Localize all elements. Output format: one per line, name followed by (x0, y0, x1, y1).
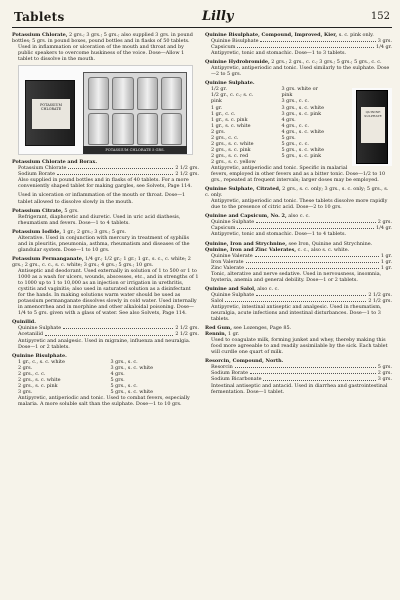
ingredient-name: Potassium Chlorate (18, 165, 67, 172)
leader-dots (256, 219, 376, 223)
ingredient-amount: 1 gr. (380, 264, 392, 271)
entry-description: Antipyretic, antiperiodic and tonic. Used similarly to the sulphate. Dose—2 to 5 grs. (211, 65, 390, 78)
strength-item: 1/2 gr. (211, 86, 227, 93)
entry-title: Quinine and Salol, (205, 285, 256, 292)
strength-item: 5 grs. (281, 134, 296, 141)
ingredient-amount: 5 grs. (377, 364, 392, 371)
bottle (137, 113, 158, 146)
entry-title: Potassium Chlorate, (12, 32, 68, 38)
ingredient-amount: 1/4 gr. (376, 44, 392, 51)
ingredient-name: Quinine Sulphate (18, 325, 62, 332)
strength-item: 3 grs. white or (281, 86, 318, 93)
ingredient-amount: 2 grs. (377, 219, 392, 226)
entry-title: Rennin, (205, 331, 227, 338)
strength-item: 4 grs., c. c. (281, 122, 309, 129)
leader-dots (235, 364, 376, 368)
left-column (12, 32, 199, 410)
strength-item: 2 grs., s. c. yellow (211, 158, 256, 165)
leader-dots (263, 376, 375, 380)
ingredient-name: Sodium Borate (18, 171, 55, 178)
entry-heading (12, 256, 199, 268)
strength-item: 2 grs., s. c. white (211, 140, 254, 147)
strength-item: 3 grs., s. c. white (281, 104, 325, 111)
strength-item: 3 grs., s. c. pink (281, 110, 322, 117)
entry-title: Quinine Sulphate. (205, 80, 255, 87)
strength-list (12, 359, 199, 395)
strength-item: 1 gr., c., s. c. white (18, 358, 65, 365)
entry-description: Antipyretic, antiperiodic and tonic. These tablets dissolve more rapidly due to the presence of citric acid. Dose—2 to 10 grs. (211, 198, 388, 211)
leader-dots (68, 165, 173, 169)
entry-description: Also supplied in pound bottles and in flasks of 40 tablets. For a more conveniently shaped tablet for making gargles, see Solvets, Page 114. (18, 177, 192, 190)
entry-description: Refrigerant, diaphoretic and diuretic. Used in uric acid diathesis, rheumatism and fevers. Dose—1 to 4 tablets. (18, 213, 181, 226)
bottle (137, 77, 158, 110)
entry-forms: also c. c. (255, 285, 279, 292)
entry-title: Quinine and Capsicum, No. 2, (205, 213, 287, 220)
entry-heading (12, 32, 199, 44)
leader-dots (250, 370, 376, 374)
entry-title: Potassium Iodide, (12, 228, 62, 235)
entry-title: Potassium Citrate, (12, 207, 63, 214)
strength-item: 3 grs., c. c. (281, 98, 309, 105)
product-box (356, 90, 388, 164)
strength-item: pink (281, 92, 293, 99)
box-label: POTASSIUM CHLORATE (32, 99, 70, 129)
entry-forms: 2 grs.; 2 grs., c. c.; 3 grs.; 5 grs.; 5 grs., c. c. (269, 59, 382, 66)
strength-item: 1 gr. (211, 104, 223, 111)
bottle-tray (83, 72, 187, 150)
strength-item: 5 grs., s. c. pink (281, 152, 322, 159)
strength-item: pink (211, 98, 222, 105)
strength-item: 3 grs., s. c. (110, 358, 138, 365)
ingredient-name: Sodium Bicarbonate (211, 376, 262, 383)
strength-item: 4 grs. (110, 370, 125, 377)
entry-forms: 1 gr.; 2 grs.; 3 grs.; 5 grs. (61, 228, 127, 235)
strength-item: 1 gr., s. c. white (211, 122, 251, 129)
entry-title: Potassium Chlorate and Borax. (12, 159, 98, 166)
strength-item: 2 grs., s. c. pink (18, 382, 58, 389)
entry-description: Used in inflammation or ulceration of the mouth and throat and by public speakers to overcome huskiness of the voice. Dose—Allow 1 tablet to dissolve in the mouth. (18, 44, 185, 63)
ingredient-name: Quinine Valerate (211, 252, 253, 259)
entry-description: Antipyretic, antiperiodic and tonic. Specific in malarial fevers, employed in other fevers and as a bitter tonic. Dose—1/2 to 10 grs., repeated at frequent intervals; larger doses may be employed. (211, 164, 386, 184)
entry-forms: 1/4 gr.; 1/2 gr.; 1 gr.; 1 gr., s. c., c. white; 2 grs.; 2 grs., c. c., s. c. white; 3 grs.; 4 grs.; 5 grs.; 10 grs. (12, 255, 191, 268)
strength-item: 3 grs., s. c. white (110, 364, 154, 371)
entry-description: Antipyretic and analgesic. Used in migraine, influenza and neuralgia. Dose—1 or 2 tablets. (18, 337, 191, 350)
ingredient-name: Sodium Borate (211, 370, 248, 377)
entry-forms: 1 gr. (226, 331, 240, 338)
product-photo (352, 88, 392, 166)
entry-forms: see Lozenges, Page 85. (231, 325, 292, 332)
strength-item: 5 grs., s. c. white (281, 146, 325, 153)
strength-item: 1 gr., c. c. (211, 110, 236, 117)
bottle (112, 113, 133, 146)
ingredient-name: Capsicum (211, 225, 236, 232)
strength-item: 3 grs. (18, 388, 33, 395)
ingredient-name: Acetanilid (18, 331, 44, 338)
entry-forms: c. c., also s. c. white. (296, 246, 350, 253)
bottle (112, 77, 133, 110)
page-number: 152 (370, 11, 390, 22)
entry-title: Quinilid. (12, 319, 36, 326)
tray-label: POTASSIUM CHLORATE 5 GRS. (83, 146, 187, 154)
leader-dots (246, 259, 379, 263)
entry-description: Antipyretic, tonic and stomachic. Dose—1 to 3 tablets. (211, 50, 347, 57)
entry-title: Quinine Sulphate, Citrated, (205, 186, 281, 193)
ingredient-amount: 1 gr. (380, 252, 392, 259)
entry-title: Resorcin, Compound, North. (205, 358, 284, 365)
entry-forms: see Iron, Quinine and Strychnine. (286, 240, 373, 247)
entry-forms: 5 grs. (62, 207, 79, 214)
strength-list (205, 86, 348, 165)
ingredient-amount: 3 grs. (377, 38, 392, 45)
strength-item: 5 grs., c. c. (281, 140, 309, 147)
ingredient-amount: 2 1/2 grs. (368, 291, 392, 298)
leader-dots (57, 171, 173, 175)
ingredient-name: Quinine Bisulphate (211, 38, 259, 45)
page-header (12, 6, 392, 28)
ingredient-amount: 2 1/2 grs. (368, 297, 392, 304)
ingredient-amount: 2 1/2 grs. (175, 171, 199, 178)
entry-forms: also c. c. (286, 213, 310, 220)
leader-dots (225, 298, 366, 302)
product-photo (18, 65, 193, 155)
strength-item: 4 grs. (281, 116, 296, 123)
bottle (88, 77, 109, 110)
ingredient-name: Zinc Valerate (211, 264, 244, 271)
bottle (161, 113, 182, 146)
strength-item: 2 grs. (211, 128, 226, 135)
entry-description: Tonic, alterative and nerve sedative. Used in nervousness, insomnia, hysteria, anemia and general debility. Dose—1 or 2 tablets. (211, 270, 382, 283)
ingredient-name: Capsicum (211, 44, 236, 51)
leader-dots (246, 265, 379, 269)
entry-forms: s. c. pink only. (337, 32, 374, 38)
entry-title: Quinine Bisulphate. (12, 352, 67, 359)
right-column (205, 32, 392, 410)
ingredient-name: Resorcin (211, 364, 233, 371)
leader-dots (237, 44, 374, 48)
strength-item: 2 grs., c. c. (211, 134, 239, 141)
leader-dots (256, 292, 366, 296)
product-box (25, 80, 75, 146)
entry-title: Quinine Bisulphate, Compound, Improved, Kier, (205, 32, 338, 38)
strength-item: 5 grs., s. c. white (110, 388, 154, 395)
entry-description: Antipyretic, tonic and stomachic. Dose—1 to 4 tablets. (211, 231, 347, 238)
entry-heading (205, 186, 392, 198)
leader-dots (260, 38, 375, 42)
entry-title: Quinine Hydrobromide, (205, 59, 270, 66)
leader-dots (255, 253, 379, 257)
strength-item: 4 grs., s. c. white (281, 128, 325, 135)
ingredient-amount: 1 gr. (380, 258, 392, 265)
strength-item: 5 grs. (110, 376, 125, 383)
strength-item: 2 grs. (18, 364, 33, 371)
bottle (161, 77, 182, 110)
ingredient-amount: 2 1/2 grs. (175, 165, 199, 172)
ingredient-amount: 2 1/2 grs. (175, 331, 199, 338)
entry-title: Quinine, Iron and Zinc Valerates, (205, 246, 297, 253)
strength-item: 2 grs., s. c. pink (211, 146, 251, 153)
entry-description: Antiseptic and deodorant. Used externally in solution of 1 to 500 or 1 to 1000 as a wash for ulcers, wounds, abscesses, etc., and in strengths of 1 to 1000 up to 1 to 10,000 as an injection or irrigation in urethritis, cystitis and vaginitis; also used in saturated solution as a disinfectant for the hands. In making solutions warm water should be used as potassium permanganate dissolves slowly in cold water. Used internally in amenorrhea and in morphine and other alkaloidal poisoning. Dose—1/4 to 5 grs. given with a glass of water. See also Solvets, Page 114. (18, 267, 199, 317)
page-title: Tablets (14, 9, 65, 24)
entry-forms: 2 grs., s. c. only; 3 grs., s. c. only; 5 grs., s. c. only. (205, 186, 389, 199)
leader-dots (45, 331, 173, 335)
entry-description: Antipyretic, antiperiodic and tonic. Used to combat fevers, especially malaria. A more soluble salt than the sulphate. Dose—1 to 10 grs. (18, 394, 190, 407)
ingredient-amount: 1/4 gr. (376, 225, 392, 232)
entry-description: Used in ulceration or inflammation of the mouth or throat. Dose—1 tablet allowed to dissolve slowly in the mouth. (18, 192, 186, 205)
strength-item: 5 grs., s. c. (110, 382, 138, 389)
strength-item: 2 grs., s. c. red (211, 152, 249, 159)
entry-title: Quinine, Iron and Strychnine, (205, 240, 287, 247)
leader-dots (237, 225, 374, 229)
entry-description: Antipyretic, intestinal antiseptic and analgesic. Used in rheumatism, neuralgia, acute infections and intestinal disturbances. Dose—1 to 3 tablets. (211, 303, 382, 323)
ingredient-amount: 3 grs. (377, 376, 392, 383)
leader-dots (63, 325, 173, 329)
entry-title: Potassium Permanganate, (12, 255, 84, 262)
entry-description: Used to coagulate milk, forming junket and whey, thereby making this food more agreeable to and readily assimilable by the sick. Each tablet will curdle one quart of milk. (211, 337, 388, 356)
bottle (88, 113, 109, 146)
strength-item: 1 gr., s. c. pink (211, 116, 248, 123)
catalog-page (12, 6, 392, 596)
strength-item: 2 grs., c. c. (18, 370, 46, 377)
ingredient-name: Quinine Sulphate (211, 291, 255, 298)
strength-item: 1/2 gr., c. c.; s. c. (211, 92, 254, 99)
brand-logo: Lilly (201, 9, 234, 24)
ingredient-name: Iron Valerate (211, 258, 244, 265)
ingredient-name: Salol (211, 297, 224, 304)
entry-description: Intestinal antiseptic and antacid. Used in diarrhea and gastrointestinal fermentation. Dose—1 tablet. (211, 382, 388, 395)
ingredient-name: Quinine Sulphate (211, 219, 255, 226)
entry-description: Alterative. Used in conjunction with mercury in treatment of syphilis and in pleuritis, pneumonia, asthma, rheumatism and diseases of the glandular system. Dose—1 to 10 grs. (18, 234, 190, 253)
entry-forms: 2 grs.; 3 grs.; 5 grs.; also supplied 3 grs. in pound bottles; 5 grs. in pound boxes, pound bottles and in flasks of 50 tablets. (12, 32, 193, 45)
ingredient-amount: 2 grs. (377, 370, 392, 377)
box-label: QUININE SULPHATE (361, 107, 385, 143)
entry-title: Red Gum, (205, 325, 232, 332)
ingredient-amount: 2 1/2 grs. (175, 325, 199, 332)
strength-item: 2 grs., s. c. white (18, 376, 61, 383)
